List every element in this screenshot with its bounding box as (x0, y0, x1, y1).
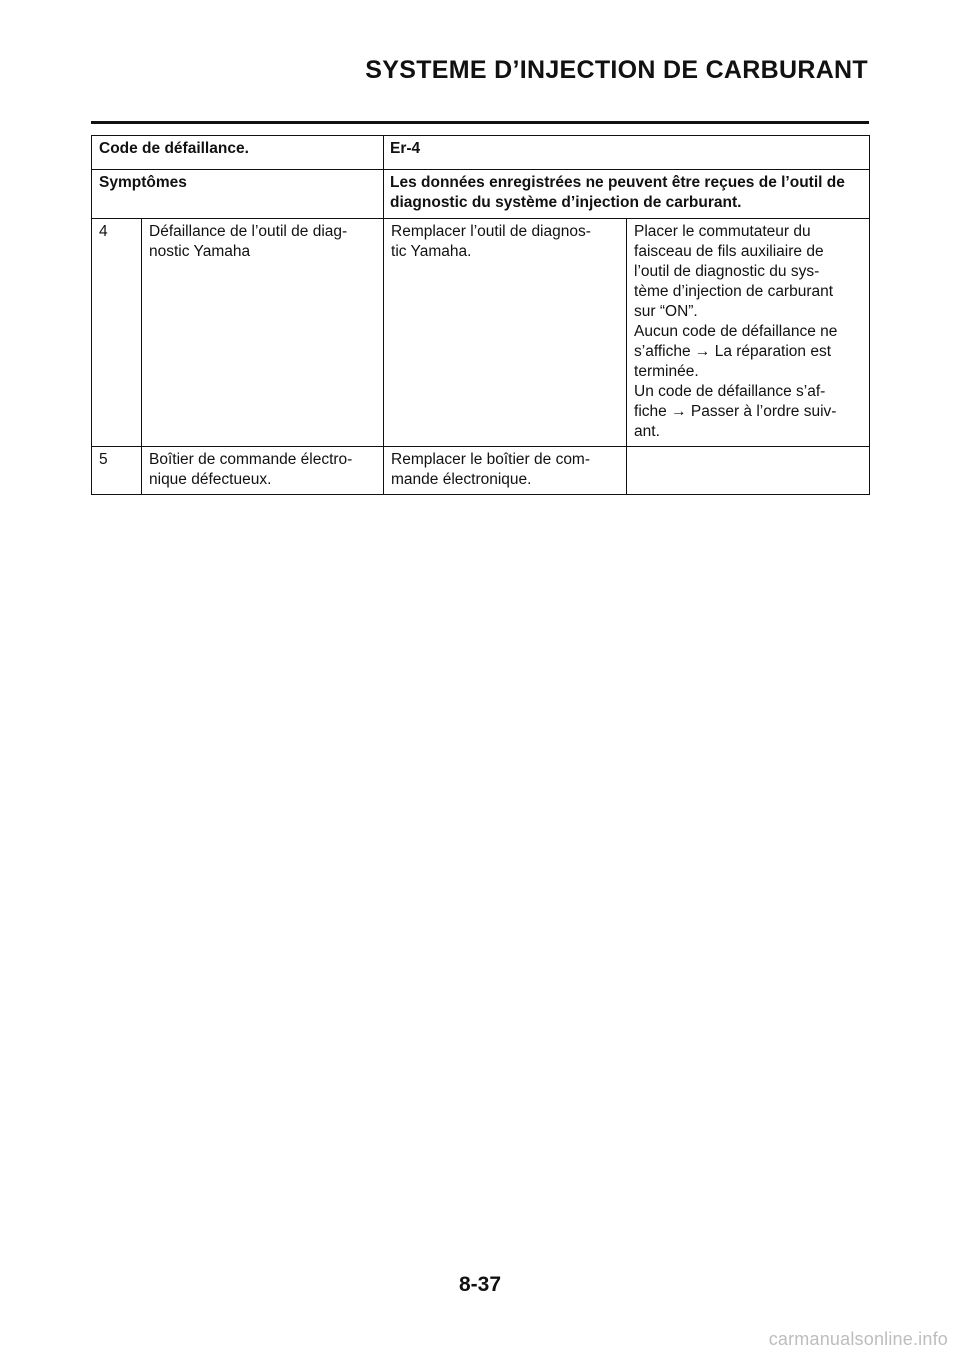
symptoms-label: Symptômes (92, 170, 384, 219)
page-number: 8-37 (458, 1273, 502, 1296)
page-title: SYSTEME D’INJECTION DE CARBURANT (365, 56, 868, 84)
watermark: carmanualsonline.info (768, 1329, 948, 1349)
step-number: 5 (92, 447, 142, 495)
check-cell: Placer le commutateur du faisceau de fils auxiliaire de l’outil de diagnostic du sys- tème d’injection de carburant sur “ON”. Aucun code de défaillance ne s’affiche → La réparation est terminée. Un code de défaillance s’af- fiche → Passer à l’ordre suiv- ant. (634, 223, 838, 440)
code-row (92, 136, 870, 170)
code-value: Er-4 (384, 136, 870, 170)
code-label: Code de défaillance. (92, 136, 384, 170)
troubleshooting-table (91, 135, 870, 495)
action-cell: Remplacer le boîtier de com- mande électronique. (391, 451, 591, 488)
action-cell: Remplacer l’outil de diagnos- tic Yamaha. (391, 223, 591, 260)
step-number: 4 (92, 219, 142, 447)
cause-cell: Défaillance de l’outil de diag- nostic Yamaha (149, 223, 348, 260)
table-row (92, 447, 870, 495)
symptoms-value: Les données enregistrées ne peuvent être reçues de l’outil de diagnostic du système d’injection de carburant. (390, 174, 845, 211)
cause-cell: Boîtier de commande électro- nique défectueux. (149, 451, 353, 488)
title-rule (91, 121, 869, 124)
table-row (92, 219, 870, 447)
symptoms-row (92, 170, 870, 219)
